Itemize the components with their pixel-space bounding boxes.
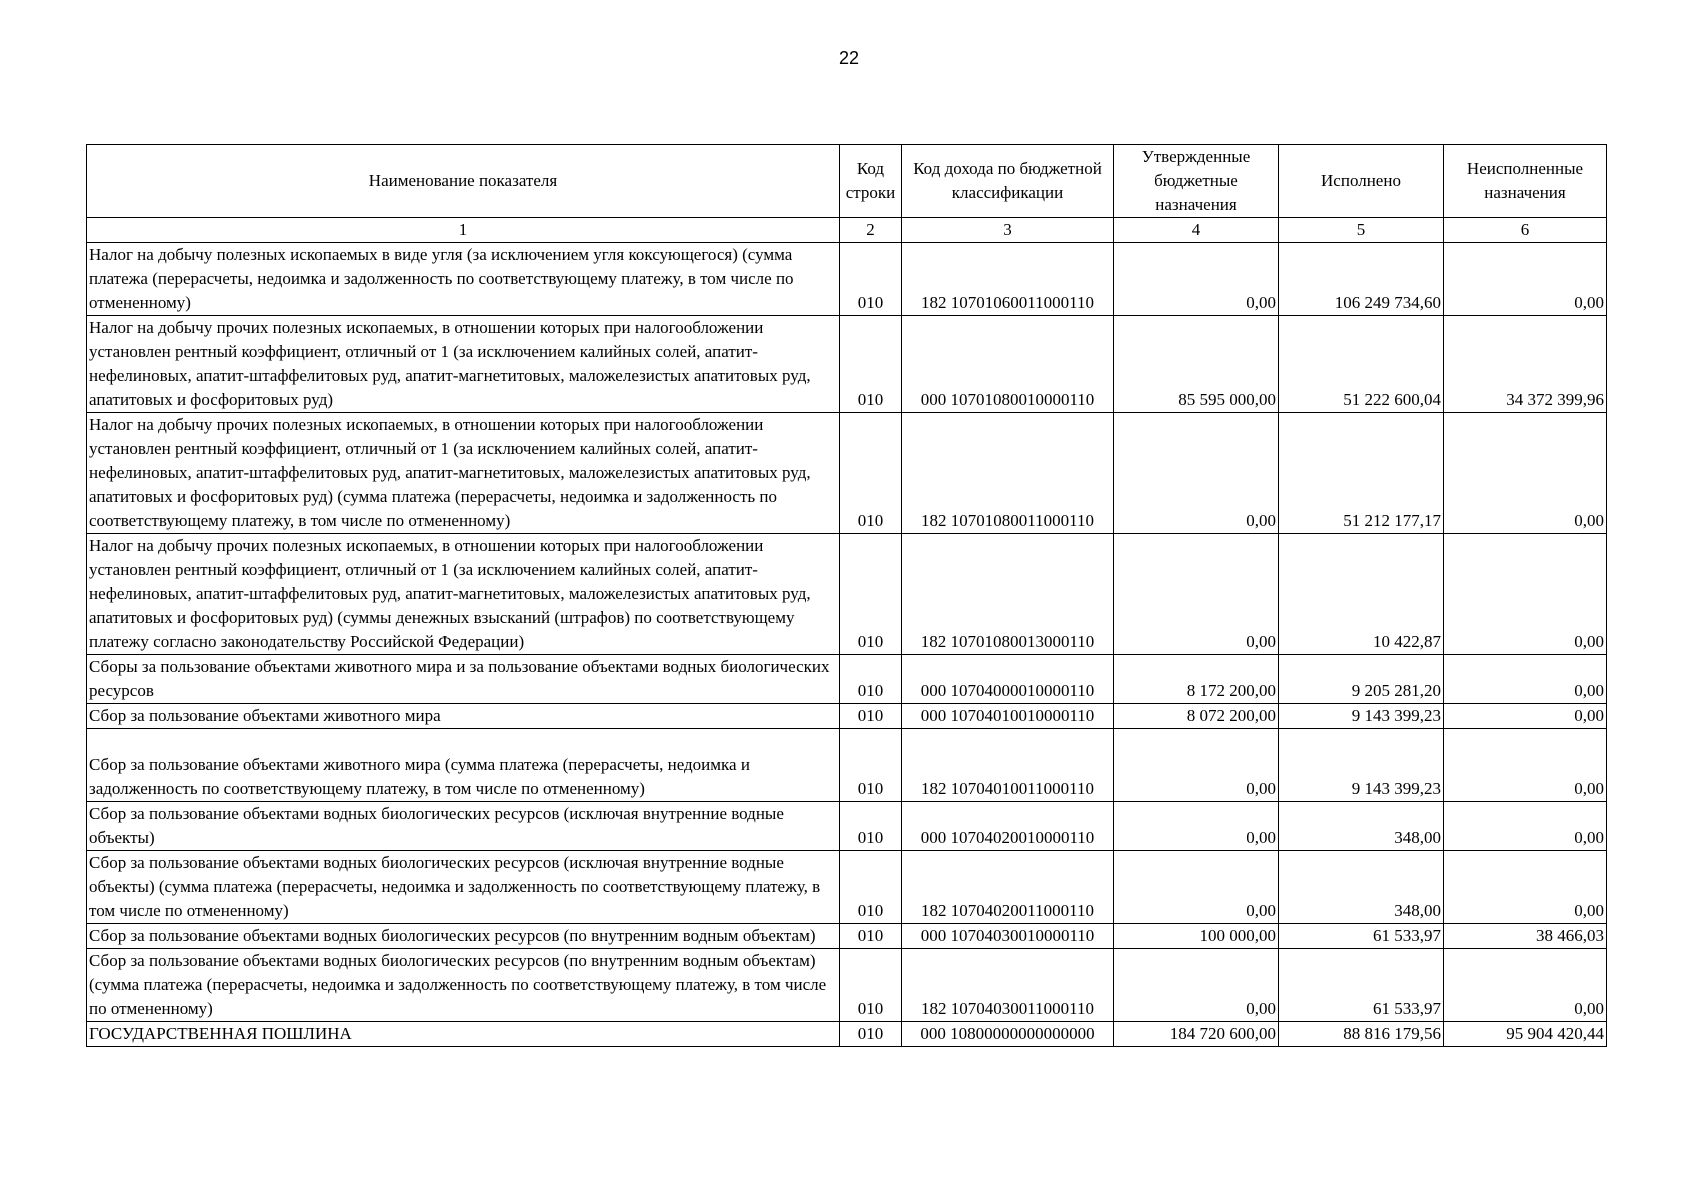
approved-value: 0,00 [1114,802,1279,851]
executed-value: 61 533,97 [1279,924,1444,949]
column-number: 2 [840,218,902,243]
unexecuted-value: 0,00 [1444,243,1607,316]
executed-value: 9 143 399,23 [1279,729,1444,802]
indicator-name: Налог на добычу прочих полезных ископаемых, в отношении которых при налогообложении установлен рентный коэффициент, отличный от 1 (за исключением калийных солей, апатит-нефелиновых, апатит-штаффелитовых руд, апатит-магнетитовых, маложелезистых апатитовых руд, апатитовых и фосфоритовых руд) (сумма платежа (перерасчеты, недоимка и задолженность по соответствующему платежу, в том числе по отмененному) [87,413,840,534]
header-unexecuted: Неисполненные назначения [1444,145,1607,218]
indicator-name [87,729,840,802]
approved-value: 0,00 [1114,729,1279,802]
executed-value: 61 533,97 [1279,949,1444,1022]
column-number: 6 [1444,218,1607,243]
table-row [87,655,1607,704]
column-number: 3 [902,218,1114,243]
income-code: 000 10704010010000110 [902,704,1114,729]
unexecuted-value: 0,00 [1444,802,1607,851]
table-row [87,924,1607,949]
table-row [87,729,1607,802]
table-row [87,704,1607,729]
column-number-row [87,218,1607,243]
table-row [87,802,1607,851]
indicator-name: Сбор за пользование объектами водных биологических ресурсов (по внутренним водным объектам) (сумма платежа (перерасчеты, недоимка и задолженность по соответствующему платежу, в том числе по отмененному) [87,949,840,1022]
executed-value: 10 422,87 [1279,534,1444,655]
table-row [87,949,1607,1022]
indicator-name: Сбор за пользование объектами водных биологических ресурсов (исключая внутренние водные объекты) [87,802,840,851]
income-code: 000 10701080010000110 [902,316,1114,413]
approved-value: 0,00 [1114,949,1279,1022]
header-row [87,145,1607,218]
approved-value: 100 000,00 [1114,924,1279,949]
page-number: 22 [838,48,860,68]
income-code: 182 10704010011000110 [902,729,1114,802]
income-code: 182 10701080013000110 [902,534,1114,655]
income-code: 182 10701060011000110 [902,243,1114,316]
line-code: 010 [840,704,902,729]
table-row [87,851,1607,924]
line-code: 010 [840,316,902,413]
income-code: 182 10704020011000110 [902,851,1114,924]
income-code: 000 10800000000000000 [902,1022,1114,1047]
table-row [87,1022,1607,1047]
line-code: 010 [840,924,902,949]
income-code: 000 10704020010000110 [902,802,1114,851]
budget-execution-table [86,144,1607,1047]
approved-value: 0,00 [1114,851,1279,924]
executed-value: 51 212 177,17 [1279,413,1444,534]
unexecuted-value: 0,00 [1444,851,1607,924]
indicator-name-text: Сбор за пользование объектами животного мира (сумма платежа (перерасчеты, недоимка и задолженность по соответствующему платежу, в том числе по отмененному) [89,755,750,798]
income-code: 000 10704030010000110 [902,924,1114,949]
header-executed: Исполнено [1279,145,1444,218]
indicator-name: Налог на добычу прочих полезных ископаемых, в отношении которых при налогообложении установлен рентный коэффициент, отличный от 1 (за исключением калийных солей, апатит-нефелиновых, апатит-штаффелитовых руд, апатит-магнетитовых, маложелезистых апатитовых руд, апатитовых и фосфоритовых руд) [87,316,840,413]
line-code: 010 [840,243,902,316]
header-approved: Утвержденные бюджетные назначения [1114,145,1279,218]
approved-value: 8 072 200,00 [1114,704,1279,729]
line-code: 010 [840,851,902,924]
unexecuted-value: 0,00 [1444,534,1607,655]
indicator-name: Сборы за пользование объектами животного мира и за пользование объектами водных биологических ресурсов [87,655,840,704]
executed-value: 106 249 734,60 [1279,243,1444,316]
unexecuted-value: 34 372 399,96 [1444,316,1607,413]
table-row [87,534,1607,655]
table-row [87,243,1607,316]
column-number: 4 [1114,218,1279,243]
approved-value: 0,00 [1114,413,1279,534]
unexecuted-value: 38 466,03 [1444,924,1607,949]
unexecuted-value: 95 904 420,44 [1444,1022,1607,1047]
indicator-name: Налог на добычу прочих полезных ископаемых, в отношении которых при налогообложении установлен рентный коэффициент, отличный от 1 (за исключением калийных солей, апатит-нефелиновых, апатит-штаффелитовых руд, апатит-магнетитовых, маложелезистых апатитовых руд, апатитовых и фосфоритовых руд) (суммы денежных взысканий (штрафов) по соответствующему платежу согласно законодательству Российской Федерации) [87,534,840,655]
indicator-name: Налог на добычу полезных ископаемых в виде угля (за исключением угля коксующегося) (сумма платежа (перерасчеты, недоимка и задолженность по соответствующему платежу, в том числе по отмененному) [87,243,840,316]
income-code: 000 10704000010000110 [902,655,1114,704]
approved-value: 85 595 000,00 [1114,316,1279,413]
executed-value: 348,00 [1279,802,1444,851]
line-code: 010 [840,949,902,1022]
unexecuted-value: 0,00 [1444,413,1607,534]
line-code: 010 [840,1022,902,1047]
executed-value: 88 816 179,56 [1279,1022,1444,1047]
approved-value: 0,00 [1114,534,1279,655]
indicator-name: Сбор за пользование объектами водных биологических ресурсов (по внутренним водным объектам) [87,924,840,949]
executed-value: 9 143 399,23 [1279,704,1444,729]
income-code: 182 10701080011000110 [902,413,1114,534]
table-row [87,316,1607,413]
indicator-name: Сбор за пользование объектами животного мира [87,704,840,729]
line-code: 010 [840,802,902,851]
line-code: 010 [840,729,902,802]
executed-value: 9 205 281,20 [1279,655,1444,704]
unexecuted-value: 0,00 [1444,729,1607,802]
unexecuted-value: 0,00 [1444,704,1607,729]
unexecuted-value: 0,00 [1444,949,1607,1022]
header-income-code: Код дохода по бюджетной классификации [902,145,1114,218]
income-code: 182 10704030011000110 [902,949,1114,1022]
table-row [87,413,1607,534]
indicator-name: Сбор за пользование объектами водных биологических ресурсов (исключая внутренние водные объекты) (сумма платежа (перерасчеты, недоимка и задолженность по соответствующему платежу, в том числе по отмененному) [87,851,840,924]
column-number: 1 [87,218,840,243]
indicator-name: ГОСУДАРСТВЕННАЯ ПОШЛИНА [87,1022,840,1047]
executed-value: 348,00 [1279,851,1444,924]
line-code: 010 [840,534,902,655]
line-code: 010 [840,413,902,534]
line-code: 010 [840,655,902,704]
approved-value: 0,00 [1114,243,1279,316]
unexecuted-value: 0,00 [1444,655,1607,704]
approved-value: 8 172 200,00 [1114,655,1279,704]
column-number: 5 [1279,218,1444,243]
header-indicator-name: Наименование показателя [87,145,840,218]
executed-value: 51 222 600,04 [1279,316,1444,413]
approved-value: 184 720 600,00 [1114,1022,1279,1047]
header-line-code: Код строки [840,145,902,218]
